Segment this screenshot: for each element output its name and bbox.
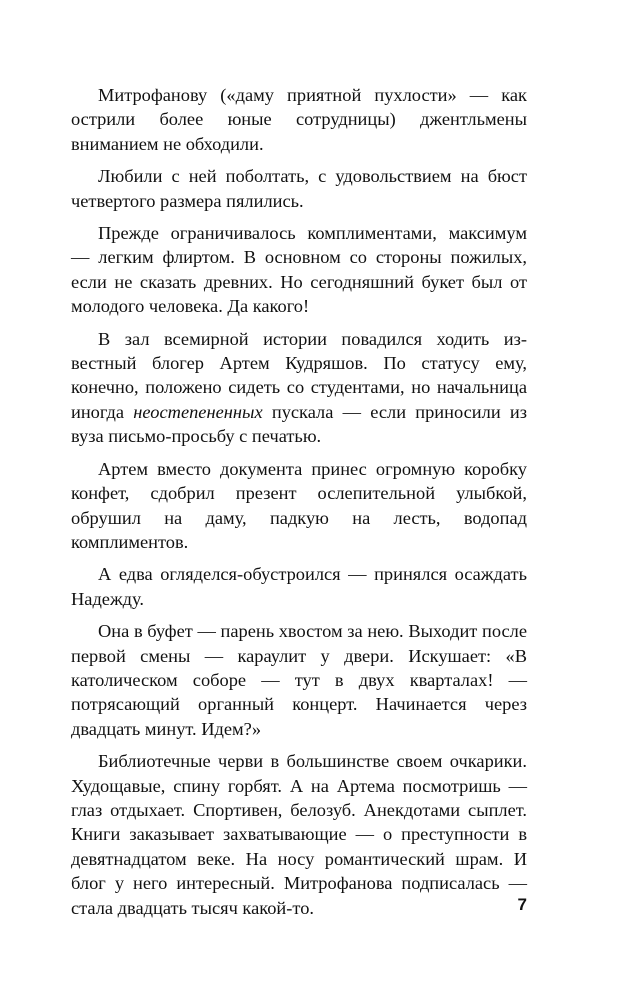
paragraph-7: Она в буфет — парень хвостом за нею. Выходит после первой смены — караулит у двери. Искушает: «В католическом соборе — тут в двух кварталах! — потрясающий органный концерт. Начинается через двадцать минут. Идем?» bbox=[71, 621, 527, 739]
paragraph-4-text-before: В зал всемирной истории повадился ходить известный блогер Артем Кудряшов. По статусу ему, конечно, положено сидеть со студентами, но начальница иногда bbox=[71, 328, 527, 422]
page-body bbox=[71, 83, 527, 928]
paragraph-1: Митрофанову («даму приятной пухлости» — как острили более юные сотрудницы) джентльмены вниманием не обходили. bbox=[71, 85, 527, 154]
paragraph-2: Любили с ней поболтать, с удовольствием на бюст четвертого размера пялились. bbox=[71, 166, 527, 211]
paragraph-4-text-after: пускала — если приносили из вуза письмо-просьбу с печатью. bbox=[71, 401, 527, 447]
paragraph-4 bbox=[71, 327, 527, 449]
paragraph-5: Артем вместо документа принес огромную коробку конфет, сдобрил презент ослепительной улыбкой, обрушил на даму, падкую на лесть, водопад комплиментов. bbox=[71, 458, 527, 552]
paragraph-3: Прежде ограничивалось комплиментами, максимум — легким флиртом. В основном со стороны пожилых, если не сказать древних. Но сегодняшний букет был от молодого человека. Да какого! bbox=[71, 223, 527, 317]
paragraph-8: Библиотечные черви в большинстве своем очкарики. Худощавые, спину горбят. А на Артема посмотришь — глаз отдыхает. Спортивен, белозуб. Анекдотами сыплет. Книги заказывает захватывающие — о преступности в девятнадцатом веке. На носу романтический шрам. И блог у него интересный. Митрофанова подписалась — стала двадцать тысяч какой-то. bbox=[71, 751, 527, 918]
paragraph-4-italic-word: неостепененных bbox=[133, 401, 263, 422]
paragraph-6: А едва огляделся-обустроился — принялся осаждать Надежду. bbox=[71, 564, 527, 609]
page-number: 7 bbox=[517, 895, 527, 914]
